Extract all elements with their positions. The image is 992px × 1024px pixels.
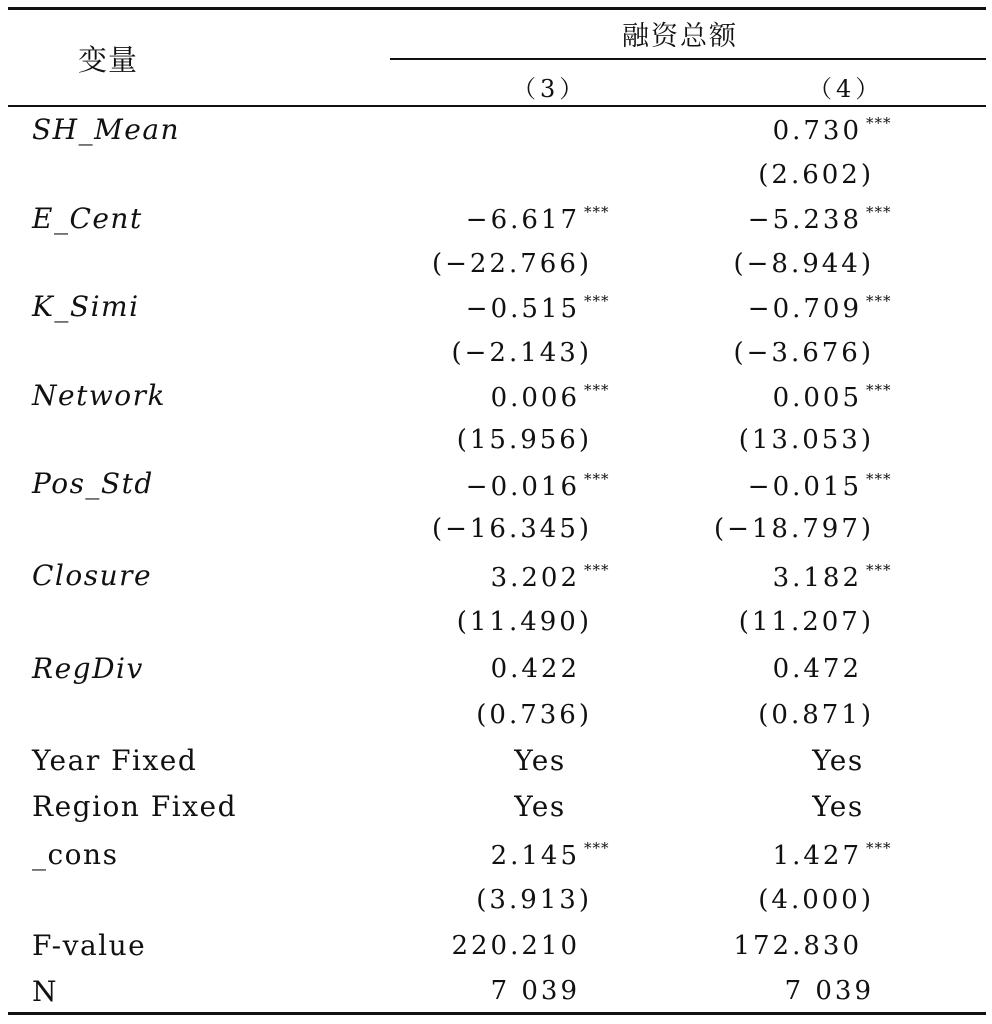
row-label-regdiv: RegDiv <box>32 652 144 685</box>
tstat-cons-col3: (3.913) <box>476 885 592 915</box>
row-label-year-fixed: Year Fixed <box>32 744 198 777</box>
table-bottom-rule <box>8 1012 986 1015</box>
f-value-col4: 172.830 <box>733 931 862 961</box>
row-label-e-cent: E_Cent <box>32 202 143 235</box>
tstat-pos-std-col3: (−16.345) <box>431 514 592 544</box>
coef-sh-mean-col4: 0.730 <box>772 116 862 146</box>
row-label-pos-std: Pos_Std <box>32 467 154 500</box>
f-value-col3: 220.210 <box>451 931 580 961</box>
coef-pos-std-col4: −0.015 <box>747 472 862 502</box>
region-fixed-col3: Yes <box>514 790 566 823</box>
row-label-sh-mean: SH_Mean <box>32 113 181 146</box>
coef-regdiv-col3: 0.422 <box>490 654 580 684</box>
tstat-closure-col3: (11.490) <box>456 607 592 637</box>
sig-stars-network-col3: *** <box>584 381 610 399</box>
sig-stars-e-cent-col4: *** <box>866 203 892 221</box>
coef-k-simi-col3: −0.515 <box>465 294 580 324</box>
sig-stars-pos-std-col3: *** <box>584 470 610 488</box>
group-header-rule <box>390 58 986 60</box>
n-col3: 7 039 <box>490 976 580 1006</box>
coef-closure-col4: 3.182 <box>772 563 862 593</box>
sig-stars-cons-col4: *** <box>866 839 892 857</box>
sig-stars-closure-col4: *** <box>866 561 892 579</box>
tstat-network-col4: (13.053) <box>738 425 874 455</box>
row-label-f-value: F-value <box>32 929 147 962</box>
region-fixed-col4: Yes <box>812 790 864 823</box>
row-label-n: N <box>32 975 58 1008</box>
coef-k-simi-col4: −0.709 <box>747 294 862 324</box>
row-label-closure: Closure <box>32 559 153 592</box>
coef-closure-col3: 3.202 <box>490 563 580 593</box>
sig-stars-pos-std-col4: *** <box>866 470 892 488</box>
coef-e-cent-col3: −6.617 <box>465 205 580 235</box>
tstat-sh-mean-col4: (2.602) <box>758 160 874 190</box>
tstat-pos-std-col4: (−18.797) <box>713 514 874 544</box>
tstat-e-cent-col4: (−8.944) <box>733 249 874 279</box>
tstat-regdiv-col3: (0.736) <box>476 700 592 730</box>
coef-cons-col3: 2.145 <box>490 841 580 871</box>
table-top-rule <box>8 7 986 10</box>
tstat-k-simi-col4: (−3.676) <box>733 338 874 368</box>
coef-regdiv-col4: 0.472 <box>772 654 862 684</box>
coef-cons-col4: 1.427 <box>772 841 862 871</box>
column-4-header: （4） <box>808 75 884 103</box>
tstat-network-col3: (15.956) <box>456 425 592 455</box>
sig-stars-sh-mean-col4: *** <box>866 114 892 132</box>
row-label-network: Network <box>32 379 166 412</box>
tstat-cons-col4: (4.000) <box>758 885 874 915</box>
coef-network-col4: 0.005 <box>772 383 862 413</box>
row-label-cons: _cons <box>32 838 119 871</box>
sig-stars-k-simi-col4: *** <box>866 292 892 310</box>
sig-stars-closure-col3: *** <box>584 561 610 579</box>
tstat-k-simi-col3: (−2.143) <box>451 338 592 368</box>
table-header-rule <box>8 105 986 107</box>
n-col4: 7 039 <box>784 976 874 1006</box>
variable-column-header: 变量 <box>78 43 139 77</box>
sig-stars-network-col4: *** <box>866 381 892 399</box>
financing-total-group-header: 融资总额 <box>622 21 738 52</box>
tstat-regdiv-col4: (0.871) <box>758 700 874 730</box>
row-label-k-simi: K_Simi <box>32 290 140 323</box>
sig-stars-e-cent-col3: *** <box>584 203 610 221</box>
year-fixed-col4: Yes <box>812 744 864 777</box>
column-3-header: （3） <box>512 75 588 103</box>
tstat-e-cent-col3: (−22.766) <box>431 249 592 279</box>
sig-stars-k-simi-col3: *** <box>584 292 610 310</box>
coef-network-col3: 0.006 <box>490 383 580 413</box>
tstat-closure-col4: (11.207) <box>738 607 874 637</box>
year-fixed-col3: Yes <box>514 744 566 777</box>
coef-pos-std-col3: −0.016 <box>465 472 580 502</box>
coef-e-cent-col4: −5.238 <box>747 205 862 235</box>
row-label-region-fixed: Region Fixed <box>32 790 237 823</box>
sig-stars-cons-col3: *** <box>584 839 610 857</box>
